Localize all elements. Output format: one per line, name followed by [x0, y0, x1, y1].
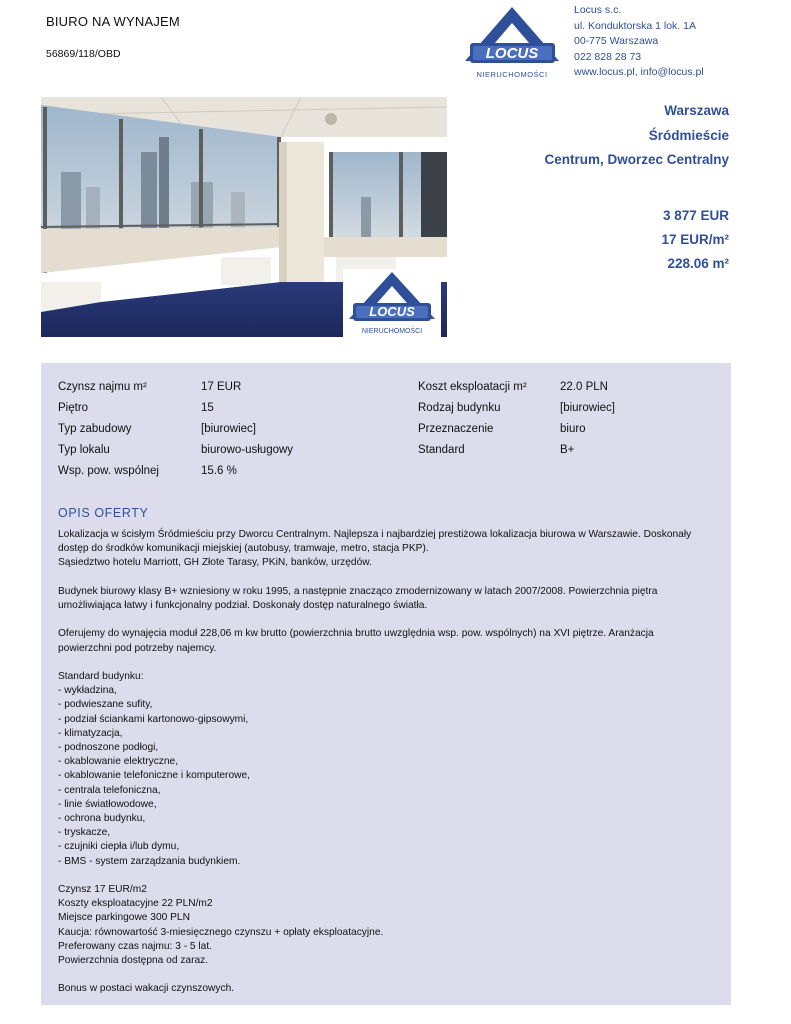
price-block [661, 204, 729, 276]
photo-watermark-logo [343, 269, 441, 337]
props-left-values [201, 377, 293, 482]
company-name: Locus s.c. [574, 4, 622, 16]
prop-label: Przeznaczenie [418, 423, 494, 435]
area-size: 228.06 m² [667, 256, 729, 271]
svg-text:LOCUS: LOCUS [369, 304, 415, 319]
prop-label: Rodzaj budynku [418, 402, 501, 414]
offer-heading: OPIS OFERTY [58, 506, 149, 520]
prop-value: biurowo-usługowy [201, 444, 294, 456]
prop-value: [biurowiec] [201, 423, 256, 435]
reference-number: 56869/118/OBD [46, 48, 121, 60]
prop-value: B+ [560, 444, 575, 456]
prop-value: 22.0 PLN [560, 381, 608, 393]
prop-label: Standard [418, 444, 465, 456]
company-web-email[interactable]: www.locus.pl, info@locus.pl [574, 66, 704, 79]
prop-value: 15.6 % [201, 465, 237, 477]
locus-logo [460, 3, 565, 83]
price-per-m2: 17 EUR/m² [661, 232, 729, 247]
listing-title: BIURO NA WYNAJEM [46, 14, 180, 29]
offer-paragraph: Oferujemy do wynajęcia moduł 228,06 m kw brutto (powierzchnia brutto uwzględnia wsp. pow. wspólnych) na XVI piętrze. Aranżacja powierzchni pod potrzeby najemcy. [58, 628, 654, 654]
prop-label: Wsp. pow. wspólnej [58, 465, 159, 477]
prop-label: Czynsz najmu m² [58, 381, 147, 393]
company-street: ul. Konduktorska 1 lok. 1A [574, 19, 696, 32]
svg-text:NIERUCHOMOŚCI: NIERUCHOMOŚCI [476, 70, 548, 79]
prop-label: Typ zabudowy [58, 423, 132, 435]
props-left-labels [58, 377, 159, 482]
svg-text:LOCUS: LOCUS [485, 45, 539, 62]
props-right-labels [418, 377, 527, 461]
price-total: 3 877 EUR [662, 208, 729, 223]
prop-label: Typ lokalu [58, 444, 110, 456]
office-photo [41, 97, 447, 337]
location-area: Centrum, Dworzec Centralny [544, 152, 729, 167]
props-right-values [560, 377, 615, 461]
svg-text:NIERUCHOMOŚCI: NIERUCHOMOŚCI [361, 328, 423, 335]
prop-value: 15 [201, 402, 214, 414]
location-city: Warszawa [664, 103, 729, 118]
offer-paragraph: Lokalizacja w ścisłym Śródmieściu przy Dworcu Centralnym. Najlepsza i najbardziej prestiżowa lokalizacja biurowa w Warszawie. Doskonały dostęp do środków komunikacji miejskiej (autobusy, tramwaje, metro, stacja PKP). Sąsiedztwo hotelu Marriott, GH Złote Tarasy, PKiN, banków, urzędów. [58, 529, 692, 569]
company-phone: 022 828 28 73 [574, 50, 642, 63]
offer-description [58, 528, 718, 997]
offer-paragraph: Czynsz 17 EUR/m2 Koszty eksploatacyjne 22 PLN/m2 Miejsce parkingowe 300 PLN Kaucja: równowartość 3-miesięcznego czynszu + opłaty eksploatacyjne. Preferowany czas najmu: 3 - 5 lat. Powierzchnia dostępna od zaraz. [58, 884, 384, 967]
offer-paragraph: Budynek biurowy klasy B+ wzniesiony w roku 1995, a następnie znacząco zmodernizowany w latach 2007/2008. Powierzchnia piętra umożliwiająca łatwy i funkcjonalny podział. Doskonały dostęp naturalnego światła. [58, 585, 658, 611]
prop-label: Koszt eksploatacji m² [418, 381, 527, 393]
offer-paragraph: Standard budynku: - wykładzina, - podwieszane sufity, - podział ściankami kartonowo-gipsowymi, - klimatyzacja, - podnoszone podłogi, - okablowanie elektryczne, - okablowanie telefoniczne i komputerowe, - centrala telefoniczna, - linie światłowodowe, - ochrona budynku, - tryskacze, - czujniki ciepła i/lub dymu, - BMS - system zarządzania budynkiem. [58, 670, 250, 867]
company-city: 00-775 Warszawa [574, 35, 659, 48]
prop-label: Piętro [58, 402, 89, 414]
location-block [544, 99, 729, 173]
location-district: Śródmieście [648, 127, 729, 143]
details-panel [41, 363, 731, 1005]
prop-value: [biurowiec] [560, 402, 615, 414]
prop-value: biuro [560, 423, 586, 435]
prop-value: 17 EUR [201, 381, 242, 393]
offer-paragraph: Bonus w postaci wakacji czynszowych. [58, 983, 235, 995]
contact-info [574, 3, 704, 81]
